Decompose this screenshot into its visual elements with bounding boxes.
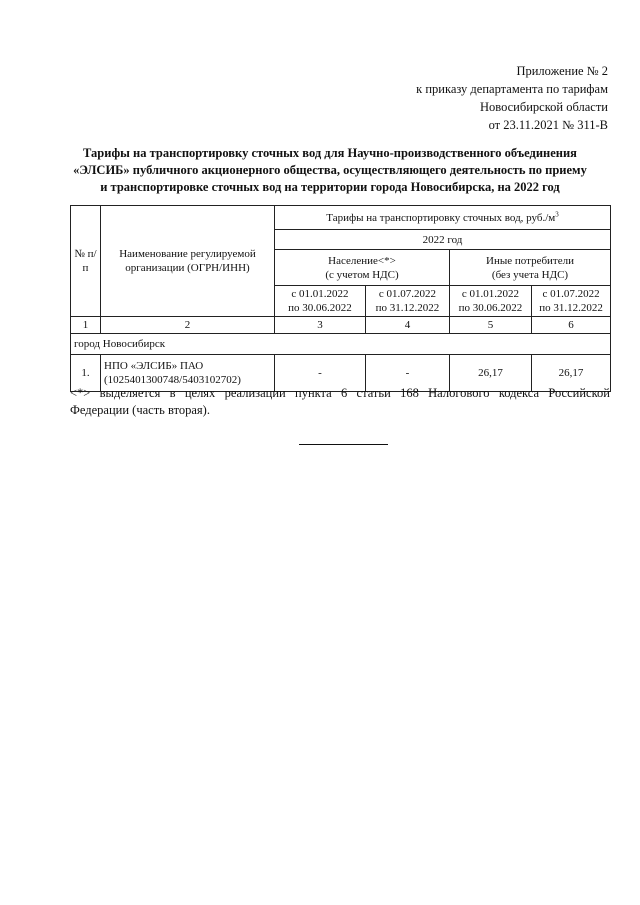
footnote-word: выделяется xyxy=(99,386,161,400)
organization-ids: (1025401300748/5403102702) xyxy=(104,374,241,386)
column-number: 5 xyxy=(450,317,532,334)
footnote-word: Российской xyxy=(548,386,610,400)
unit-superscript: 3 xyxy=(555,209,559,218)
tariff-value: 26,17 xyxy=(450,355,532,392)
header-other-consumers xyxy=(450,250,611,286)
period-start: с 01.01.2022 xyxy=(291,288,349,300)
tariff-value: - xyxy=(366,355,450,392)
city-name: город Новосибирск xyxy=(71,334,611,355)
period-start: с 01.07.2022 xyxy=(542,288,600,300)
header-year: 2022 год xyxy=(275,230,611,250)
footnote-word: 6 xyxy=(341,386,348,400)
header-organization: Наименование регулируемой организации (ОГРН/ИНН) xyxy=(101,206,275,317)
organization-name: НПО «ЭЛСИБ» ПАО xyxy=(104,360,204,372)
column-number: 4 xyxy=(366,317,450,334)
footnote-word: пункта xyxy=(295,386,332,400)
city-row xyxy=(71,334,611,355)
period-start: с 01.01.2022 xyxy=(461,288,520,300)
separator-line xyxy=(299,444,388,445)
row-number: 1. xyxy=(71,355,101,392)
footnote-line-1 xyxy=(70,385,610,402)
header-row-1 xyxy=(71,206,611,230)
appendix-order-ref: к приказу департамента по тарифам xyxy=(416,82,608,96)
column-number: 2 xyxy=(101,317,275,334)
period-end: по 30.06.2022 xyxy=(288,302,352,314)
period-cell xyxy=(275,286,366,317)
document-title xyxy=(60,145,600,196)
footnote-word: в xyxy=(169,386,176,400)
appendix-number: Приложение № 2 xyxy=(516,64,608,78)
period-end: по 30.06.2022 xyxy=(458,302,523,314)
footnote-line-2: Федерации (часть вторая). xyxy=(70,403,210,417)
column-number: 6 xyxy=(532,317,611,334)
footnote-word: целях xyxy=(184,386,216,400)
tariff-value: 26,17 xyxy=(532,355,611,392)
title-line-2: «ЭЛСИБ» публичного акционерного общества, осуществляющего деятельность по приему xyxy=(73,163,587,177)
header-tariffs-text: Тарифы на транспортировку сточных вод, руб./м xyxy=(326,211,556,224)
footnote-word: Налогового xyxy=(428,386,490,400)
other-consumers-label: Иные потребители xyxy=(486,254,574,267)
header-population xyxy=(275,250,450,286)
header-number: № п/п xyxy=(71,206,101,317)
footnote-word: статьи xyxy=(356,386,391,400)
footnote-word: 168 xyxy=(400,386,419,400)
population-vat-note: (с учетом НДС) xyxy=(325,268,399,281)
footnote-word: кодекса xyxy=(498,386,540,400)
column-number: 3 xyxy=(275,317,366,334)
other-consumers-vat-note: (без учета НДС) xyxy=(491,268,569,281)
period-cell xyxy=(450,286,532,317)
column-number: 1 xyxy=(71,317,101,334)
title-line-3: и транспортировке сточных вод на территории города Новосибирска, на 2022 год xyxy=(100,180,560,194)
title-line-1: Тарифы на транспортировку сточных вод для Научно-производственного объединения xyxy=(83,146,577,160)
population-label: Население<*> xyxy=(328,254,396,267)
tariff-value: - xyxy=(275,355,366,392)
appendix-date: от 23.11.2021 № 311-В xyxy=(488,118,608,132)
footnote-word: реализации xyxy=(224,386,286,400)
period-cell xyxy=(366,286,450,317)
footnote-word: <*> xyxy=(70,386,91,400)
appendix-reference xyxy=(416,62,608,134)
period-start: с 01.07.2022 xyxy=(378,288,437,300)
period-cell xyxy=(532,286,611,317)
footnote xyxy=(70,385,610,419)
period-end: по 31.12.2022 xyxy=(375,302,440,314)
appendix-region: Новосибирской области xyxy=(479,100,608,114)
tariff-table xyxy=(70,205,611,392)
header-tariffs xyxy=(275,206,611,230)
column-number-row xyxy=(71,317,611,334)
period-end: по 31.12.2022 xyxy=(539,302,603,314)
